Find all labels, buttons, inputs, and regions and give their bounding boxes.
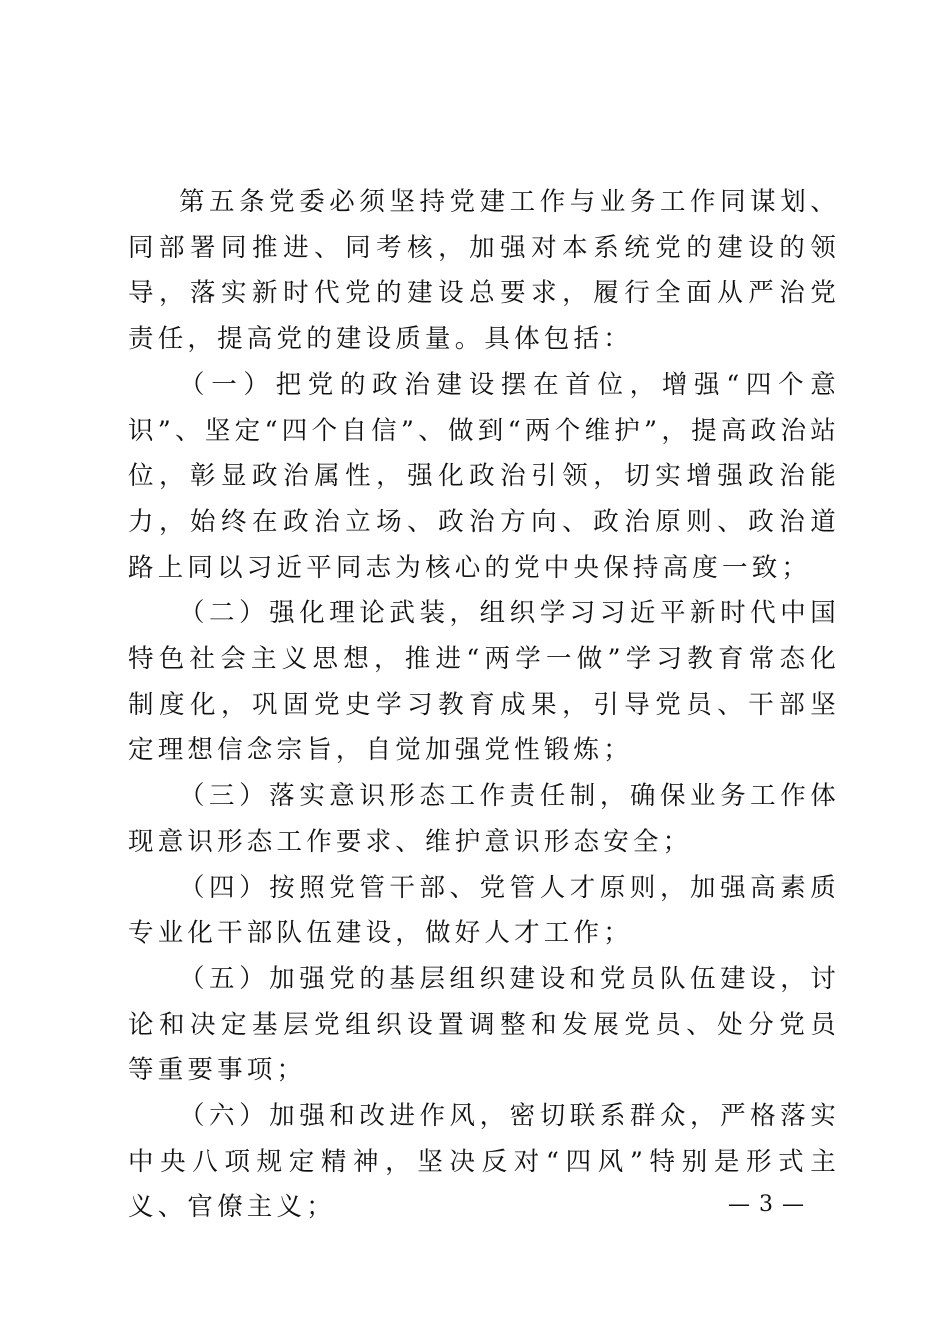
paragraph-item-2: （二）强化理论武装，组织学习习近平新时代中国特色社会主义思想，推进“两学一做”学习教育常态化制度化，巩固党史学习教育成果，引导党员、干部坚定理想信念宗旨，自觉加强党性锻炼； bbox=[128, 598, 840, 766]
paragraph-item-4: （四）按照党管干部、党管人才原则，加强高素质专业化干部队伍建设，做好人才工作； bbox=[128, 872, 840, 949]
document-body bbox=[128, 180, 840, 1231]
paragraph-item-1: （一）把党的政治建设摆在首位，增强“四个意识”、坚定“四个自信”、做到“两个维护”，提高政治站位，彰显政治属性，强化政治引领，切实增强政治能力，始终在政治立场、政治方向、政治原则、政治道路上同以习近平同志为核心的党中央保持高度一致； bbox=[128, 369, 840, 583]
paragraph-item-5: （五）加强党的基层组织建设和党员队伍建设，讨论和决定基层党组织设置调整和发展党员、处分党员等重要事项； bbox=[128, 963, 840, 1086]
paragraph-article-5: 第五条党委必须坚持党建工作与业务工作同谋划、同部署同推进、同考核，加强对本系统党的建设的领导，落实新时代党的建设总要求，履行全面从严治党责任，提高党的建设质量。具体包括： bbox=[128, 187, 840, 355]
page-number: — 3 — bbox=[728, 1192, 805, 1217]
paragraph-item-3: （三）落实意识形态工作责任制，确保业务工作体现意识形态工作要求、维护意识形态安全； bbox=[128, 781, 840, 857]
paragraph-item-6: （六）加强和改进作风，密切联系群众，严格落实中央八项规定精神，坚决反对“四风”特别是形式主义、官僚主义； bbox=[128, 1101, 840, 1223]
